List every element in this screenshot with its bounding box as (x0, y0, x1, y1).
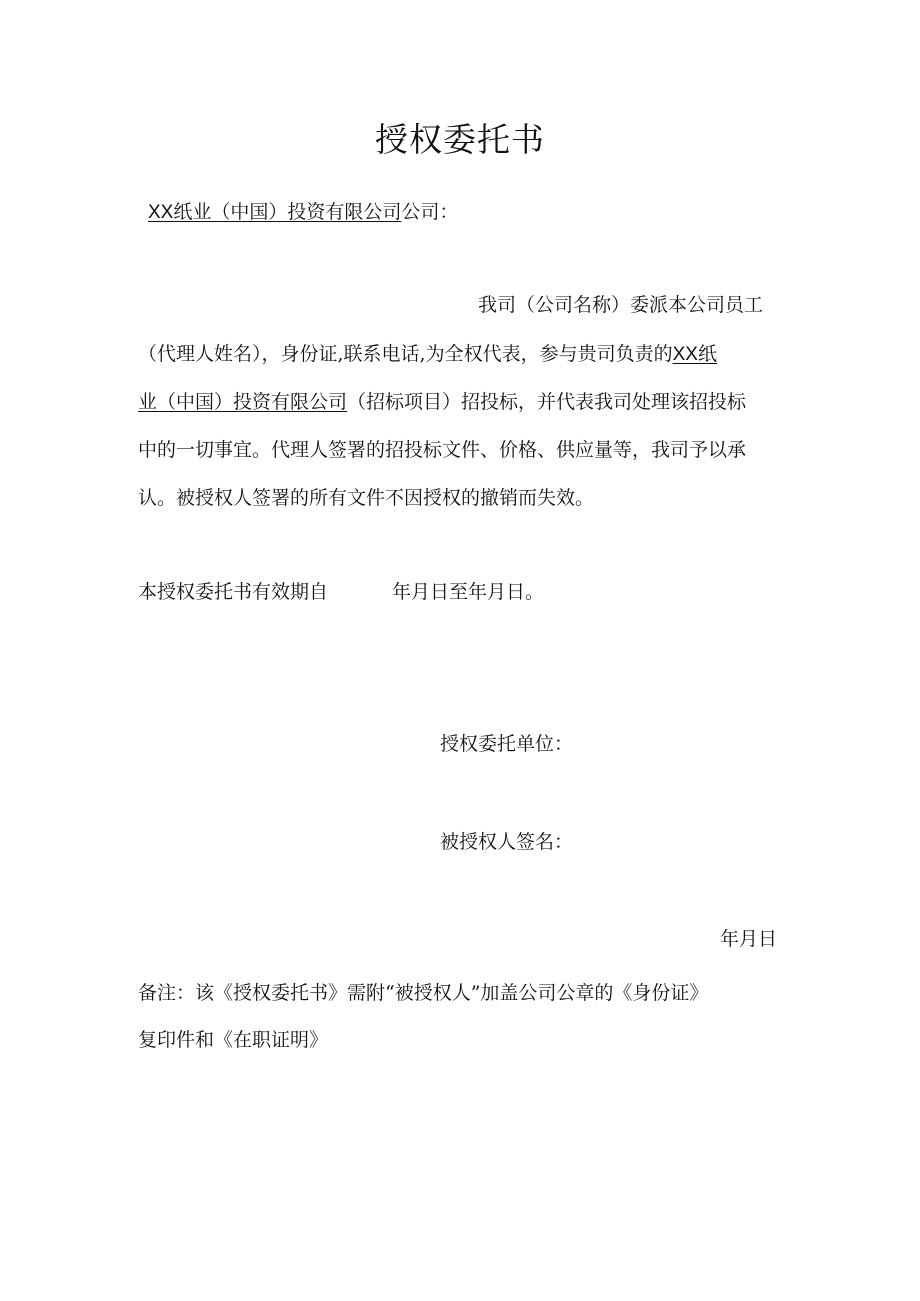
note-line-1: 备注：该《授权委托书》需附“被授权人”加盖公司公章的《身份证》 (138, 982, 709, 1004)
body-line-2 (138, 341, 717, 368)
recipient-suffix: 公司： (401, 201, 459, 223)
document-title: 授权委托书 (375, 120, 545, 159)
body-line-4: 中的一切事宜。代理人签署的招投标文件、价格、供应量等，我司予以承 (138, 439, 747, 461)
latin-xx: XX (148, 202, 174, 223)
authorizing-unit-label: 授权委托单位： (440, 733, 574, 755)
validity-suffix: 年月日至年月日。 (392, 581, 545, 603)
recipient-company: XX纸业（中国）投资有限公司 (148, 201, 402, 223)
body-line-3 (138, 389, 746, 415)
authorized-person-signature-label: 被授权人签名： (440, 831, 574, 853)
signature-date: 年月日 (720, 928, 778, 950)
recipient-line (148, 199, 458, 226)
body-line-1: 我司（公司名称）委派本公司员工 (478, 294, 764, 316)
body-line-2-text: （代理人姓名），身份证,联系电话,为全权代表，参与贵司负责的 (138, 343, 673, 365)
latin-xx: XX (672, 344, 698, 365)
body-line-5: 认。被授权人签署的所有文件不因授权的撤销而失效。 (138, 487, 595, 509)
body-line-3-text: （招标项目）招投标，并代表我司处理该招投标 (347, 391, 747, 413)
company-name-part-1: XX纸 (672, 343, 717, 365)
validity-prefix: 本授权委托书有效期自 (138, 581, 329, 603)
company-name-part-2: 业（中国）投资有限公司 (138, 391, 348, 413)
validity-line (138, 579, 544, 605)
note-line-2: 复印件和《在职证明》 (138, 1029, 329, 1051)
